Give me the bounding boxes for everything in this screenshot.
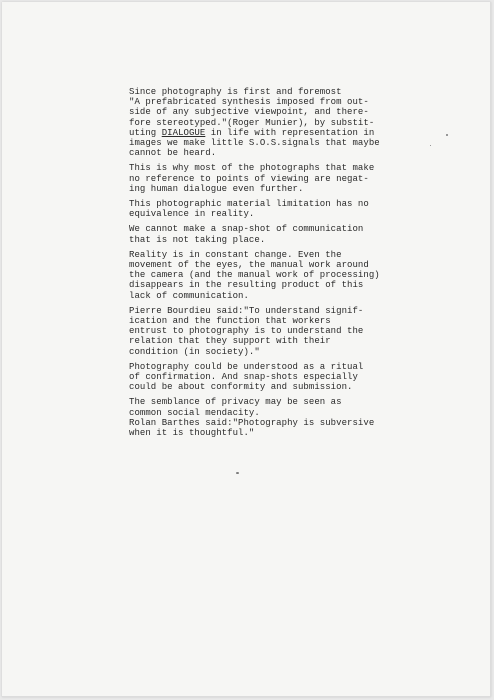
text-line: This photographic material limitation has no xyxy=(129,199,369,210)
paragraph-7 xyxy=(129,362,429,393)
paragraph-5 xyxy=(129,250,429,301)
text-line: ing human dialogue even further. xyxy=(129,183,304,194)
paragraph-1 xyxy=(129,87,429,158)
text-line: fore stereotyped."(Roger Munier), by substit- xyxy=(129,117,375,128)
paragraph-3 xyxy=(129,199,429,219)
text-line: relation that they support with their xyxy=(129,336,331,347)
paragraph-8 xyxy=(129,397,429,417)
text-line: condition (in society)." xyxy=(129,346,260,357)
text-fragment: in life with representation in xyxy=(205,127,375,138)
text-line: Since photography is first and foremost xyxy=(129,87,342,97)
text-line: when it is thoughtful." xyxy=(129,428,255,439)
text-line: lack of communication. xyxy=(129,290,249,301)
text-line: could be about conformity and submission. xyxy=(129,382,353,393)
text-line: that is not taking place. xyxy=(129,234,266,245)
text-line: ication and the function that workers xyxy=(129,316,331,327)
text-line: entrust to photography is to understand the xyxy=(129,326,364,337)
text-line-with-underline xyxy=(129,128,429,138)
text-line: no reference to points of viewing are negat- xyxy=(129,173,369,184)
text-line: Photography could be understood as a ritual xyxy=(129,361,364,372)
text-line: the camera (and the manual work of processing) xyxy=(129,270,380,281)
paragraph-9 xyxy=(129,418,429,438)
text-line: common social mendacity. xyxy=(129,407,260,418)
typewritten-text xyxy=(129,87,429,443)
paragraph-2 xyxy=(129,163,429,194)
text-line: disappears in the resulting product of this xyxy=(129,280,364,291)
text-line: Reality is in constant change. Even the xyxy=(129,249,342,260)
text-fragment: uting xyxy=(129,127,162,138)
text-line: Rolan Barthes said:"Photography is subversive xyxy=(129,417,375,428)
paragraph-4 xyxy=(129,224,429,244)
text-line: of confirmation. And snap-shots especially xyxy=(129,372,358,383)
document-page xyxy=(2,2,491,697)
underlined-word-dialogue: DIALOGUE xyxy=(161,127,206,138)
text-line: side of any subjective viewpoint, and there- xyxy=(129,107,369,118)
paper-speck xyxy=(446,134,448,136)
text-line: "A prefabricated synthesis imposed from out- xyxy=(129,97,369,108)
text-line: cannot be heard. xyxy=(129,148,217,159)
paragraph-6 xyxy=(129,306,429,357)
text-line: The semblance of privacy may be seen as xyxy=(129,397,342,408)
paper-speck xyxy=(236,472,239,474)
text-line: Pierre Bourdieu said:"To understand signif- xyxy=(129,305,364,316)
text-line: This is why most of the photographs that make xyxy=(129,163,375,174)
paper-speck xyxy=(430,145,431,146)
text-line: equivalence in reality. xyxy=(129,209,255,220)
text-line: We cannot make a snap-shot of communication xyxy=(129,224,364,235)
text-line: images we make little S.O.S.signals that maybe xyxy=(129,138,380,149)
text-line: movement of the eyes, the manual work around xyxy=(129,260,369,271)
